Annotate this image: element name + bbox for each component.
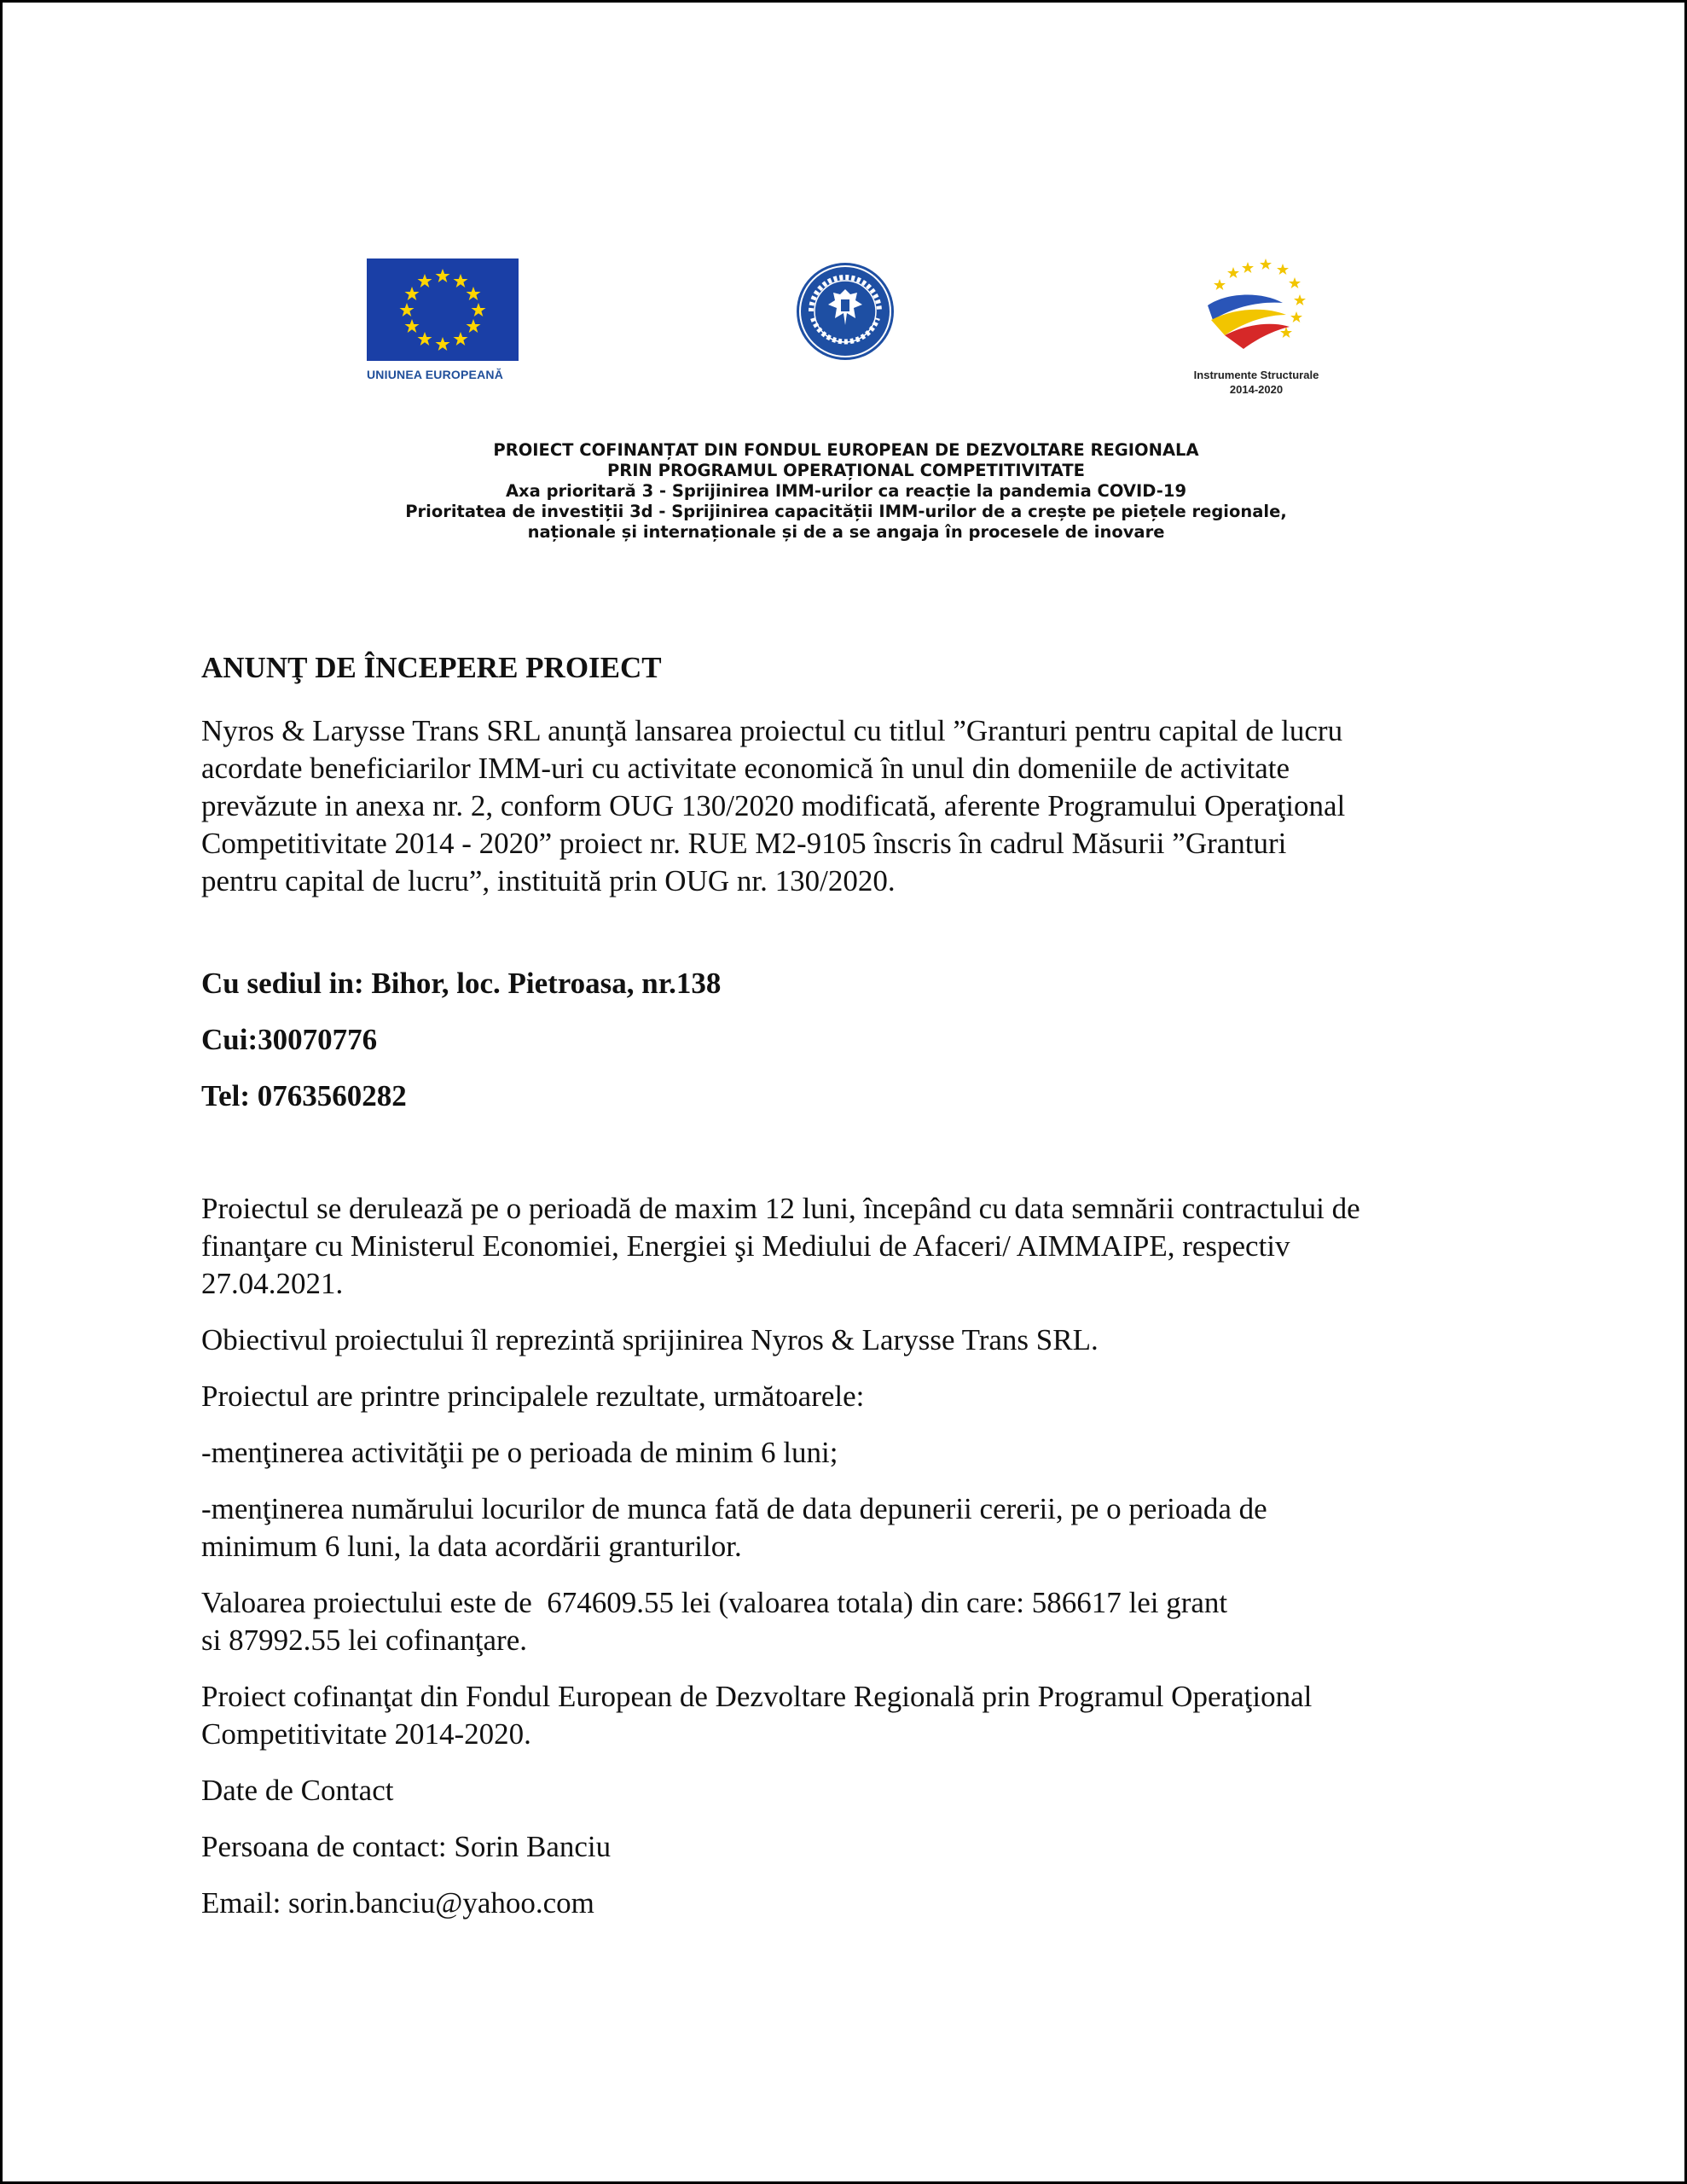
period-paragraph bbox=[201, 1190, 1515, 1303]
funding-line: Prioritatea de investiții 3d - Sprijinirea capacității IMM-urilor de a crește pe piețele regionale, bbox=[405, 502, 1287, 521]
intro-paragraph bbox=[201, 712, 1515, 900]
announcement-body bbox=[201, 649, 1515, 1922]
contact-email: Email: sorin.banciu@yahoo.com bbox=[201, 1886, 594, 1920]
result-item bbox=[201, 1490, 1515, 1565]
result-line: -menţinerea numărului locurilor de munca fată de data depunerii cererii, pe o perioada de bbox=[201, 1492, 1267, 1525]
is-caption-line: Instrumente Structurale bbox=[1193, 369, 1319, 381]
result-item: -menţinerea activităţii pe o perioada de minim 6 luni; bbox=[201, 1436, 838, 1469]
logos-header bbox=[3, 3, 1684, 412]
results-intro: Proiectul are printre principalele rezultate, următoarele: bbox=[201, 1380, 865, 1413]
contact-person: Persoana de contact: Sorin Banciu bbox=[201, 1830, 612, 1863]
value-paragraph bbox=[201, 1584, 1515, 1659]
funding-header bbox=[327, 440, 1365, 543]
result-line: minimum 6 luni, la data acordării granturilor. bbox=[201, 1530, 742, 1563]
period-line: Proiectul se derulează pe o perioadă de maxim 12 luni, începând cu data semnării contractului de bbox=[201, 1192, 1360, 1225]
announcement-title: ANUNŢ DE ÎNCEPERE PROIECT bbox=[201, 651, 662, 684]
funding-line: PRIN PROGRAMUL OPERAȚIONAL COMPETITIVITATE bbox=[606, 461, 1085, 480]
value-line: si 87992.55 lei cofinanţare. bbox=[201, 1623, 527, 1657]
intro-line: Competitivitate 2014 - 2020” proiect nr. RUE M2-9105 înscris în cadrul Măsurii ”Granturi bbox=[201, 827, 1287, 860]
intro-line: pentru capital de lucru”, instituită prin OUG nr. 130/2020. bbox=[201, 864, 896, 897]
company-phone: Tel: 0763560282 bbox=[201, 1079, 407, 1112]
company-cui: Cui:30070776 bbox=[201, 1023, 378, 1056]
cofinance-line: Proiect cofinanţat din Fondul European de Dezvoltare Regională prin Programul Operaţional bbox=[201, 1680, 1313, 1713]
contact-heading: Date de Contact bbox=[201, 1774, 394, 1807]
funding-line: PROIECT COFINANȚAT DIN FONDUL EUROPEAN DE DEZVOLTARE REGIONALA bbox=[493, 440, 1199, 460]
value-line: Valoarea proiectului este de 674609.55 lei (valoarea totala) din care: 586617 lei grant bbox=[201, 1586, 1228, 1619]
intro-line: acordate beneficiarilor IMM-uri cu activitate economică în unul din domeniile de activitate bbox=[201, 752, 1290, 785]
intro-line: prevăzute in anexa nr. 2, conform OUG 130/2020 modificată, aferente Programului Operaţional bbox=[201, 789, 1346, 822]
objective-paragraph: Obiectivul proiectului îl reprezintă sprijinirea Nyros & Larysse Trans SRL. bbox=[201, 1323, 1099, 1356]
cofinance-paragraph bbox=[201, 1678, 1515, 1753]
period-line: 27.04.2021. bbox=[201, 1267, 344, 1300]
instrumente-structurale-logo bbox=[1201, 258, 1312, 365]
company-address: Cu sediul in: Bihor, loc. Pietroasa, nr.138 bbox=[201, 967, 722, 1000]
cofinance-line: Competitivitate 2014-2020. bbox=[201, 1717, 531, 1751]
eu-logo-caption: UNIUNEA EUROPEANĂ bbox=[367, 368, 504, 381]
intro-line: Nyros & Larysse Trans SRL anunţă lansarea proiectul cu titlul ”Granturi pentru capital de lucru bbox=[201, 714, 1343, 747]
period-line: finanţare cu Ministerul Economiei, Energiei şi Mediului de Afaceri/ AIMMAIPE, respectiv bbox=[201, 1229, 1290, 1263]
instrumente-structurale-caption bbox=[1162, 368, 1350, 397]
is-caption-years: 2014-2020 bbox=[1229, 383, 1284, 396]
funding-line: Axa prioritară 3 - Sprijinirea IMM-urilor ca reacție la pandemia COVID-19 bbox=[505, 481, 1187, 501]
romanian-government-seal-logo bbox=[794, 260, 896, 363]
eu-flag-logo bbox=[367, 258, 519, 361]
funding-line: naționale și internaționale și de a se angaja în procesele de inovare bbox=[527, 522, 1165, 542]
